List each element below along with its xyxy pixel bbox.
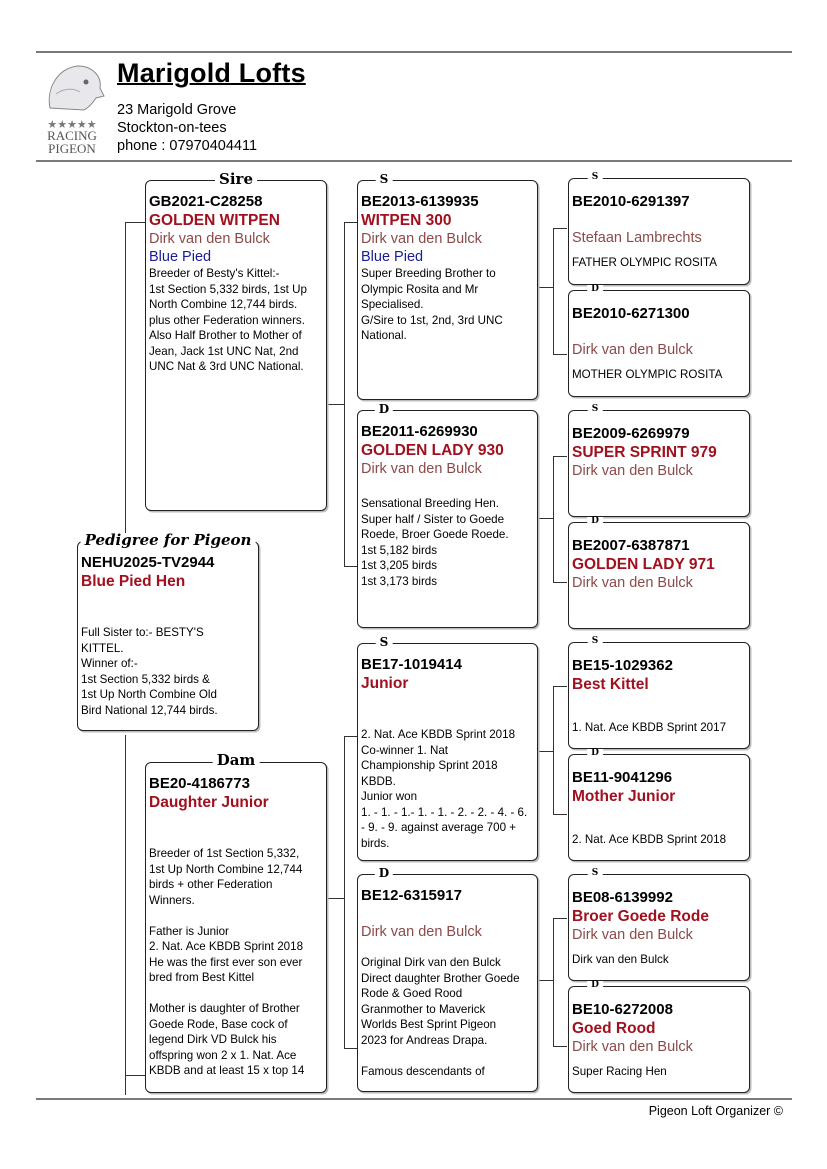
notes: Breeder of Besty's Kittel:- 1st Section 5,332 birds, 1st Up North Combine 12,744 birds. plus other Federation winners. Also Half Brother to Mother of Jean, Jack 1st UNC Nat, 2nd UNC Nat & 3rd UNC National.: [149, 267, 307, 373]
notes: Original Dirk van den Bulck Direct daughter Brother Goede Rode & Goed Rood Granmother to Maverick Worlds Best Sprint Pigeon 2023 for Andreas Drapa. Famous descendants of: [361, 956, 520, 1078]
address-line-1: 23 Marigold Grove: [117, 102, 237, 118]
breeder: Dirk van den Bulck: [149, 231, 270, 247]
connector: [553, 1046, 567, 1047]
svg-text:★★★★★: ★★★★★: [47, 118, 97, 131]
connector: [553, 686, 567, 687]
ring-number: BE08-6139992: [572, 889, 673, 906]
pigeon-name: GOLDEN LADY 971: [572, 556, 715, 573]
notes: FATHER OLYMPIC ROSITA: [572, 256, 717, 269]
s-label: S: [376, 636, 393, 648]
ring-number: BE10-6272008: [572, 1001, 673, 1018]
ring-number: BE20-4186773: [149, 775, 250, 792]
ring-number: BE2007-6387871: [572, 537, 690, 554]
connector: [344, 736, 345, 1048]
sdd-card[interactable]: [568, 522, 750, 629]
sire-sire-card[interactable]: [357, 180, 538, 400]
notes: Dirk van den Bulck: [572, 953, 669, 966]
pigeon-name: Broer Goede Rode: [572, 908, 709, 925]
notes: MOTHER OLYMPIC ROSITA: [572, 368, 723, 381]
d-label: D: [587, 285, 603, 294]
notes: 1. Nat. Ace KBDB Sprint 2017: [572, 721, 727, 734]
connector: [125, 222, 146, 223]
connector: [125, 735, 126, 1095]
connector: [553, 354, 567, 355]
connector: [553, 918, 567, 919]
ring-number: BE12-6315917: [361, 887, 462, 904]
pigeon-name: GOLDEN WITPEN: [149, 212, 280, 229]
ring-number: BE2013-6139935: [361, 193, 479, 210]
connector: [537, 751, 553, 752]
connector: [537, 980, 553, 981]
dam-sire-card[interactable]: [357, 643, 538, 861]
connector: [553, 228, 554, 354]
ring-number: BE2010-6291397: [572, 193, 690, 210]
connector: [537, 287, 553, 288]
svg-text:RACING: RACING: [47, 128, 97, 143]
ring-number: BE2009-6269979: [572, 425, 690, 442]
pigeon-name: Best Kittel: [572, 676, 649, 693]
racing-pigeon-logo: [36, 58, 108, 154]
color: Blue Pied: [149, 249, 212, 265]
footer-rule: [36, 1098, 792, 1100]
dss-card[interactable]: [568, 642, 750, 749]
loft-name: Marigold Lofts: [117, 58, 306, 88]
s-label: S: [588, 637, 603, 646]
sds-card[interactable]: [568, 410, 750, 517]
ring-number: GB2021-C28258: [149, 193, 263, 210]
d-label: D: [587, 749, 603, 758]
ring-number: BE17-1019414: [361, 656, 462, 673]
d-label: D: [375, 867, 393, 879]
breeder: Stefaan Lambrechts: [572, 230, 702, 246]
ring-number: BE11-9041296: [572, 769, 673, 786]
pigeon-name: GOLDEN LADY 930: [361, 442, 504, 459]
ring-number: BE2011-6269930: [361, 423, 478, 440]
notes: 2. Nat. Ace KBDB Sprint 2018: [572, 833, 727, 846]
dds-card[interactable]: [568, 874, 750, 981]
connector: [344, 736, 358, 737]
address-line-2: Stockton-on-tees: [117, 120, 227, 136]
ssd-card[interactable]: [568, 290, 750, 397]
notes: Super Racing Hen: [572, 1065, 667, 1078]
connector: [537, 518, 553, 519]
d-label: D: [587, 981, 603, 990]
connector: [125, 222, 126, 540]
breeder: Dirk van den Bulck: [572, 927, 693, 943]
s-label: S: [588, 173, 603, 182]
sire-label: Sire: [215, 172, 257, 187]
svg-text:PIGEON: PIGEON: [48, 141, 96, 154]
s-label: S: [376, 173, 393, 185]
s-label: S: [588, 869, 603, 878]
d-label: D: [375, 403, 393, 415]
pedigree-label: Pedigree for Pigeon: [81, 533, 256, 548]
color: Blue Pied: [361, 249, 424, 265]
ring-number: NEHU2025-TV2944: [81, 554, 215, 571]
breeder: Dirk van den Bulck: [361, 461, 482, 477]
connector: [553, 686, 554, 814]
pigeon-name: WITPEN 300: [361, 212, 452, 229]
sss-card[interactable]: [568, 178, 750, 285]
phone: phone : 07970404411: [117, 138, 258, 154]
breeder: Dirk van den Bulck: [572, 575, 693, 591]
connector: [553, 582, 567, 583]
ring-number: BE15-1029362: [572, 657, 673, 674]
d-label: D: [587, 517, 603, 526]
connector: [344, 222, 358, 223]
breeder: Dirk van den Bulck: [361, 924, 482, 940]
connector: [344, 222, 345, 566]
notes: Super Breeding Brother to Olympic Rosita and Mr Specialised. G/Sire to 1st, 2nd, 3rd UNC National.: [361, 267, 503, 342]
notes: Breeder of 1st Section 5,332, 1st Up North Combine 12,744 birds + other Federation Winners. Father is Junior 2. Nat. Ace KBDB Sprint 2018 He was the first ever son ever bred from Best Kittel Mother is daughter of Brother Goede Rode, Base cock of legend Dirk VD Bulck his offspring won 2 x 1. Nat. Ace KBDB and at least 15 x top 14: [149, 847, 305, 1077]
sire-card[interactable]: [145, 180, 327, 511]
pigeon-name: Daughter Junior: [149, 794, 269, 811]
connector: [344, 566, 358, 567]
pigeon-name: Mother Junior: [572, 788, 676, 805]
pigeon-name: Goed Rood: [572, 1020, 656, 1037]
dam-dam-card[interactable]: [357, 874, 538, 1092]
top-rule: [36, 51, 792, 53]
notes: Sensational Breeding Hen. Super half / Sister to Goede Roede, Broer Goede Roede. 1st 5,182 birds 1st 3,205 birds 1st 3,173 birds: [361, 497, 509, 588]
dam-label: Dam: [213, 753, 260, 768]
breeder: Dirk van den Bulck: [572, 1039, 693, 1055]
connector: [553, 814, 567, 815]
dam-card[interactable]: [145, 762, 327, 1093]
connector: [326, 404, 344, 405]
ddd-card[interactable]: [568, 986, 750, 1093]
connector: [553, 918, 554, 1046]
breeder: Dirk van den Bulck: [572, 463, 693, 479]
connector: [553, 228, 567, 229]
connector: [553, 456, 554, 582]
sire-dam-card[interactable]: [357, 410, 538, 628]
connector: [344, 1048, 358, 1049]
connector: [553, 456, 567, 457]
notes: 2. Nat. Ace KBDB Sprint 2018 Co-winner 1. Nat Championship Sprint 2018 KBDB. Junior won 1. - 1. - 1.- 1. - 1. - 2. - 2. - 4. - 6. - 9. - 9. against average 700 + birds.: [361, 728, 528, 850]
pigeon-name: SUPER SPRINT 979: [572, 444, 717, 461]
footer-credit: Pigeon Loft Organizer ©: [648, 1104, 783, 1118]
dsd-card[interactable]: [568, 754, 750, 861]
notes: Full Sister to:- BESTY'S KITTEL. Winner of:- 1st Section 5,332 birds & 1st Up North Combine Old Bird National 12,744 birds.: [81, 626, 218, 717]
pigeon-card[interactable]: [77, 541, 259, 731]
ring-number: BE2010-6271300: [572, 305, 690, 322]
breeder: Dirk van den Bulck: [361, 231, 482, 247]
breeder: Dirk van den Bulck: [572, 342, 693, 358]
pigeon-name: Junior: [361, 675, 409, 692]
connector: [125, 1075, 146, 1076]
header-rule: [36, 160, 792, 162]
connector: [326, 898, 344, 899]
s-label: S: [588, 405, 603, 414]
pigeon-name: Blue Pied Hen: [81, 573, 186, 590]
